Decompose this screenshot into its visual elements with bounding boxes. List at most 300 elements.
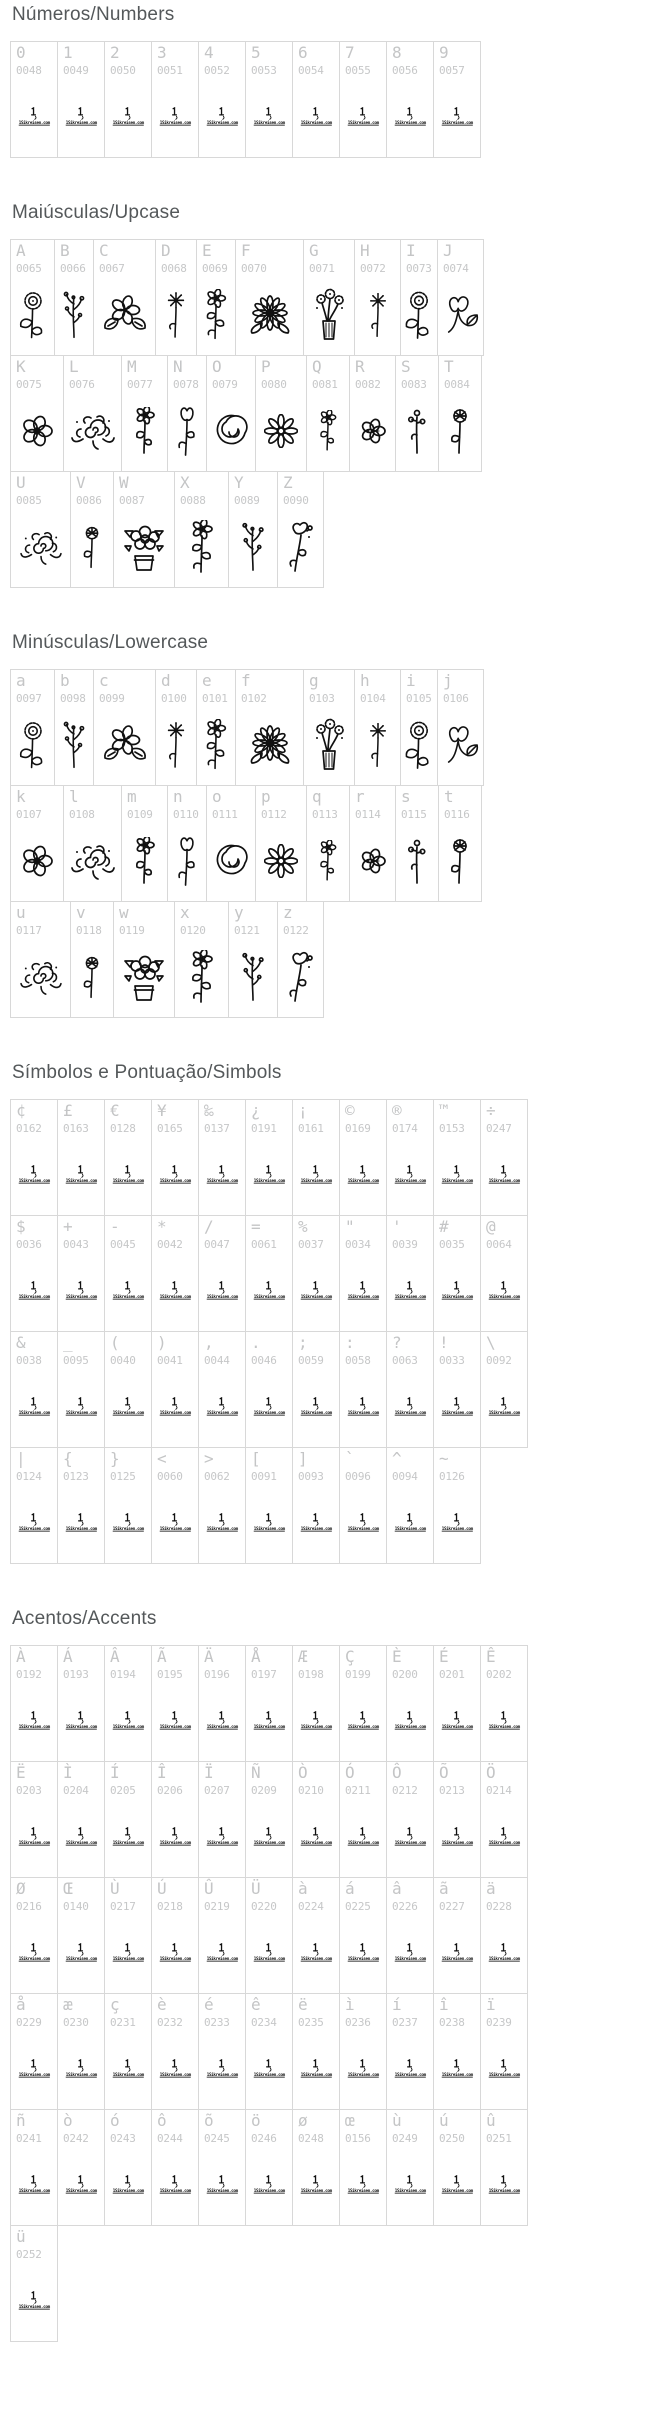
char-code: 0196 bbox=[204, 1668, 230, 1681]
char-label: % bbox=[298, 1217, 308, 1236]
char-code: 0217 bbox=[110, 1900, 136, 1913]
notdef-glyph bbox=[392, 1397, 429, 1416]
watermark-text: 1Sikreisen.com bbox=[394, 1410, 426, 1416]
char-label: K bbox=[16, 357, 26, 376]
char-code: 0227 bbox=[439, 1900, 465, 1913]
watermark-text: 1Sikreisen.com bbox=[112, 1178, 144, 1184]
watermark-text: 1Sikreisen.com bbox=[112, 1294, 144, 1300]
glyph-area bbox=[293, 2032, 339, 2105]
notdef-glyph bbox=[251, 1397, 288, 1416]
watermark-text: 1Sikreisen.com bbox=[441, 1294, 473, 1300]
char-label: " bbox=[345, 1217, 355, 1236]
glyph-area bbox=[278, 940, 323, 1013]
watermark-text: 1Sikreisen.com bbox=[65, 1410, 97, 1416]
glyph-area bbox=[199, 1486, 245, 1559]
glyph-area bbox=[340, 1684, 386, 1757]
char-code: 0068 bbox=[161, 262, 187, 275]
notdef-glyph bbox=[110, 2175, 147, 2194]
watermark-text: 1Sikreisen.com bbox=[18, 2188, 50, 2194]
watermark-text: 1Sikreisen.com bbox=[347, 1178, 379, 1184]
glyph-area bbox=[94, 708, 155, 781]
char-label: Ä bbox=[204, 1647, 214, 1666]
notdef-glyph bbox=[63, 1513, 100, 1532]
watermark-text: 1Sikreisen.com bbox=[441, 1178, 473, 1184]
notdef-glyph bbox=[204, 1397, 241, 1416]
notdef-glyph bbox=[110, 1165, 147, 1184]
notdef-glyph bbox=[157, 2175, 194, 2194]
char-label: + bbox=[63, 1217, 73, 1236]
char-cell bbox=[292, 1993, 340, 2110]
char-cell bbox=[386, 1215, 434, 1332]
char-cell bbox=[277, 901, 324, 1018]
glyph-area bbox=[246, 2148, 292, 2221]
glyph-area bbox=[293, 80, 339, 153]
char-label: ì bbox=[345, 1995, 355, 2014]
notdef-glyph bbox=[63, 1397, 100, 1416]
notdef-mark-icon bbox=[76, 2175, 86, 2188]
notdef-mark-icon bbox=[452, 1281, 462, 1294]
glyph-area bbox=[246, 80, 292, 153]
character-map bbox=[10, 4, 661, 2342]
char-code: 0165 bbox=[157, 1122, 183, 1135]
notdef-mark-icon bbox=[452, 1827, 462, 1840]
notdef-glyph bbox=[345, 107, 382, 126]
swirl-flower-glyph bbox=[214, 843, 248, 879]
tulip-flower-glyph bbox=[175, 835, 199, 887]
char-cell bbox=[480, 1877, 528, 1994]
glyph-area bbox=[58, 1800, 104, 1873]
glyph-area bbox=[105, 80, 151, 153]
notdef-mark-icon bbox=[264, 2175, 274, 2188]
glyph-row bbox=[10, 355, 661, 472]
char-code: 0224 bbox=[298, 1900, 324, 1913]
notdef-glyph bbox=[298, 1827, 335, 1846]
notdef-mark-icon bbox=[264, 1281, 274, 1294]
char-cell bbox=[400, 669, 438, 786]
notdef-glyph bbox=[439, 1943, 476, 1962]
char-code: 0197 bbox=[251, 1668, 277, 1681]
glyph-area bbox=[246, 1800, 292, 1873]
watermark-text: 1Sikreisen.com bbox=[206, 2072, 238, 2078]
char-cell bbox=[121, 785, 168, 902]
char-cell bbox=[70, 901, 114, 1018]
glyph-area bbox=[434, 1254, 480, 1327]
watermark-text: 1Sikreisen.com bbox=[394, 1178, 426, 1184]
char-cell bbox=[433, 41, 481, 158]
char-label: z bbox=[283, 903, 293, 922]
notdef-mark-icon bbox=[123, 1827, 133, 1840]
watermark-text: 1Sikreisen.com bbox=[206, 1840, 238, 1846]
notdef-mark-icon bbox=[311, 2175, 321, 2188]
watermark-text: 1Sikreisen.com bbox=[441, 1840, 473, 1846]
char-label: Ù bbox=[110, 1879, 120, 1898]
notdef-glyph bbox=[16, 1165, 53, 1184]
glyph-area bbox=[293, 2148, 339, 2221]
char-code: 0123 bbox=[63, 1470, 89, 1483]
glyph-area bbox=[387, 1370, 433, 1443]
glyph-area bbox=[439, 394, 481, 467]
char-code: 0053 bbox=[251, 64, 277, 77]
char-code: 0054 bbox=[298, 64, 324, 77]
char-cell bbox=[339, 1215, 387, 1332]
char-cell bbox=[433, 1099, 481, 1216]
char-cell bbox=[104, 1447, 152, 1564]
glyph-area bbox=[199, 1254, 245, 1327]
notdef-mark-icon bbox=[123, 2175, 133, 2188]
glyph-area bbox=[58, 1138, 104, 1211]
glyph-area bbox=[122, 824, 167, 897]
notdef-glyph bbox=[486, 1827, 523, 1846]
char-code: 0225 bbox=[345, 1900, 371, 1913]
notdef-glyph bbox=[251, 1165, 288, 1184]
glyph-area bbox=[199, 1138, 245, 1211]
watermark-text: 1Sikreisen.com bbox=[253, 1178, 285, 1184]
char-label: ® bbox=[392, 1101, 402, 1120]
asterStem-flower-glyph bbox=[80, 522, 104, 572]
watermark-text: 1Sikreisen.com bbox=[159, 1410, 191, 1416]
notdef-mark-icon bbox=[76, 1281, 86, 1294]
char-cell bbox=[57, 41, 105, 158]
glyph-area bbox=[304, 708, 354, 781]
char-cell bbox=[198, 1761, 246, 1878]
char-cell bbox=[174, 901, 229, 1018]
notdef-mark-icon bbox=[76, 107, 86, 120]
notdef-mark-icon bbox=[217, 1165, 227, 1178]
watermark-text: 1Sikreisen.com bbox=[488, 1294, 520, 1300]
glyph-area bbox=[114, 940, 174, 1013]
notdef-mark-icon bbox=[358, 1827, 368, 1840]
notdef-mark-icon bbox=[76, 1397, 86, 1410]
char-code: 0238 bbox=[439, 2016, 465, 2029]
char-code: 0047 bbox=[204, 1238, 230, 1251]
char-label: å bbox=[16, 1995, 26, 2014]
dandelion-flower-glyph bbox=[165, 289, 187, 341]
char-label: à bbox=[298, 1879, 308, 1898]
glyph-area bbox=[229, 940, 277, 1013]
char-label: u bbox=[16, 903, 26, 922]
notdef-glyph bbox=[298, 1943, 335, 1962]
glyph-area bbox=[58, 2148, 104, 2221]
glyph-area bbox=[199, 1916, 245, 1989]
notdef-mark-icon bbox=[29, 2059, 39, 2072]
glyph-area bbox=[340, 80, 386, 153]
notdef-glyph bbox=[157, 107, 194, 126]
char-code: 0161 bbox=[298, 1122, 324, 1135]
char-code: 0228 bbox=[486, 1900, 512, 1913]
char-cell bbox=[104, 1877, 152, 1994]
char-label: G bbox=[309, 241, 319, 260]
glyph-area bbox=[350, 394, 395, 467]
char-code: 0071 bbox=[309, 262, 335, 275]
glyph-area bbox=[387, 1800, 433, 1873]
char-code: 0233 bbox=[204, 2016, 230, 2029]
glyph-area bbox=[387, 1684, 433, 1757]
roseCluster-flower-glyph bbox=[19, 528, 63, 566]
glyph-area bbox=[340, 1486, 386, 1559]
char-cell bbox=[386, 1099, 434, 1216]
notdef-mark-icon bbox=[76, 1513, 86, 1526]
char-label: ô bbox=[157, 2111, 167, 2130]
char-label: Õ bbox=[439, 1763, 449, 1782]
watermark-text: 1Sikreisen.com bbox=[112, 1840, 144, 1846]
char-cell bbox=[437, 239, 484, 356]
char-cell bbox=[198, 1099, 246, 1216]
glyph-area bbox=[340, 2148, 386, 2221]
notdef-glyph bbox=[439, 1397, 476, 1416]
char-code: 0195 bbox=[157, 1668, 183, 1681]
char-code: 0174 bbox=[392, 1122, 418, 1135]
notdef-glyph bbox=[110, 107, 147, 126]
watermark-text: 1Sikreisen.com bbox=[300, 1840, 332, 1846]
glyph-area bbox=[152, 1800, 198, 1873]
char-code: 0232 bbox=[157, 2016, 183, 2029]
blossom-flower-glyph bbox=[187, 520, 217, 574]
watermark-text: 1Sikreisen.com bbox=[347, 1294, 379, 1300]
char-cell bbox=[386, 41, 434, 158]
sunflower-flower-glyph bbox=[18, 720, 48, 770]
char-code: 0055 bbox=[345, 64, 371, 77]
watermark-text: 1Sikreisen.com bbox=[253, 1294, 285, 1300]
watermark-text: 1Sikreisen.com bbox=[394, 120, 426, 126]
char-code: 0035 bbox=[439, 1238, 465, 1251]
char-cell bbox=[386, 1447, 434, 1564]
char-cell bbox=[339, 1877, 387, 1994]
watermark-text: 1Sikreisen.com bbox=[65, 1956, 97, 1962]
glyph-area bbox=[199, 1684, 245, 1757]
glyph-area bbox=[387, 1138, 433, 1211]
notdef-glyph bbox=[251, 1513, 288, 1532]
char-label: R bbox=[355, 357, 365, 376]
char-code: 0230 bbox=[63, 2016, 89, 2029]
notdef-mark-icon bbox=[76, 1827, 86, 1840]
glyph-area bbox=[387, 1916, 433, 1989]
glyph-area bbox=[152, 1684, 198, 1757]
glyph-row bbox=[10, 471, 661, 588]
glyph-area bbox=[278, 510, 323, 583]
char-cell bbox=[57, 1645, 105, 1762]
glyph-area bbox=[434, 1684, 480, 1757]
char-cell bbox=[104, 1761, 152, 1878]
watermark-text: 1Sikreisen.com bbox=[18, 1840, 50, 1846]
char-label: ã bbox=[439, 1879, 449, 1898]
notdef-glyph bbox=[439, 107, 476, 126]
char-code: 0191 bbox=[251, 1122, 277, 1135]
char-cell bbox=[438, 785, 482, 902]
char-label: û bbox=[486, 2111, 496, 2130]
glyph-area bbox=[152, 1370, 198, 1443]
notdef-glyph bbox=[345, 2175, 382, 2194]
char-cell bbox=[228, 471, 278, 588]
char-cell bbox=[235, 239, 304, 356]
notdef-mark-icon bbox=[76, 1165, 86, 1178]
notdef-mark-icon bbox=[358, 2059, 368, 2072]
char-cell bbox=[339, 41, 387, 158]
watermark-text: 1Sikreisen.com bbox=[394, 2072, 426, 2078]
char-code: 0044 bbox=[204, 1354, 230, 1367]
glyph-area bbox=[94, 278, 155, 351]
char-code: 0216 bbox=[16, 1900, 42, 1913]
char-label: ë bbox=[298, 1995, 308, 2014]
char-cell bbox=[10, 1099, 58, 1216]
char-label: 0 bbox=[16, 43, 26, 62]
char-label: è bbox=[157, 1995, 167, 2014]
notdef-mark-icon bbox=[170, 1281, 180, 1294]
watermark-text: 1Sikreisen.com bbox=[112, 2188, 144, 2194]
char-code: 0201 bbox=[439, 1668, 465, 1681]
glyph-area bbox=[401, 708, 437, 781]
glyph-area bbox=[340, 2032, 386, 2105]
char-code: 0156 bbox=[345, 2132, 371, 2145]
watermark-text: 1Sikreisen.com bbox=[347, 1526, 379, 1532]
char-code: 0048 bbox=[16, 64, 42, 77]
char-label: H bbox=[360, 241, 370, 260]
notdef-mark-icon bbox=[29, 1397, 39, 1410]
notdef-mark-icon bbox=[311, 1513, 321, 1526]
watermark-text: 1Sikreisen.com bbox=[18, 1178, 50, 1184]
glyph-area bbox=[396, 394, 438, 467]
char-label: m bbox=[127, 787, 137, 806]
notdef-mark-icon bbox=[452, 1943, 462, 1956]
watermark-text: 1Sikreisen.com bbox=[159, 1294, 191, 1300]
glyph-area bbox=[152, 1138, 198, 1211]
glyph-row bbox=[10, 2225, 661, 2342]
char-code: 0110 bbox=[173, 808, 199, 821]
watermark-text: 1Sikreisen.com bbox=[347, 2072, 379, 2078]
notdef-mark-icon bbox=[405, 1513, 415, 1526]
glyph-row bbox=[10, 41, 661, 158]
char-code: 0033 bbox=[439, 1354, 465, 1367]
notdef-mark-icon bbox=[358, 1711, 368, 1724]
char-label: J bbox=[443, 241, 453, 260]
char-cell bbox=[433, 1447, 481, 1564]
notdef-mark-icon bbox=[264, 1943, 274, 1956]
char-cell bbox=[93, 669, 156, 786]
watermark-text: 1Sikreisen.com bbox=[253, 1840, 285, 1846]
notdef-glyph bbox=[63, 1943, 100, 1962]
char-cell bbox=[104, 1331, 152, 1448]
watermark-text: 1Sikreisen.com bbox=[65, 1178, 97, 1184]
notdef-glyph bbox=[157, 1943, 194, 1962]
watermark-text: 1Sikreisen.com bbox=[159, 1526, 191, 1532]
glyph-area bbox=[105, 2148, 151, 2221]
char-label: ( bbox=[110, 1333, 120, 1352]
glyph-area bbox=[11, 1138, 57, 1211]
char-code: 0194 bbox=[110, 1668, 136, 1681]
watermark-text: 1Sikreisen.com bbox=[253, 2188, 285, 2194]
char-code: 0074 bbox=[443, 262, 469, 275]
char-label: ` bbox=[345, 1449, 355, 1468]
notdef-glyph bbox=[16, 1281, 53, 1300]
notdef-mark-icon bbox=[405, 1943, 415, 1956]
section-title-uppercase: Maiúsculas/Upcase bbox=[12, 202, 181, 223]
char-label: U bbox=[16, 473, 26, 492]
char-cell bbox=[155, 239, 197, 356]
char-cell bbox=[245, 2109, 293, 2226]
char-cell bbox=[339, 1645, 387, 1762]
char-code: 0040 bbox=[110, 1354, 136, 1367]
char-code: 0091 bbox=[251, 1470, 277, 1483]
char-cell bbox=[155, 669, 197, 786]
notdef-glyph bbox=[439, 1281, 476, 1300]
watermark-text: 1Sikreisen.com bbox=[488, 1410, 520, 1416]
watermark-text: 1Sikreisen.com bbox=[441, 120, 473, 126]
notdef-mark-icon bbox=[217, 1281, 227, 1294]
char-label: k bbox=[16, 787, 26, 806]
char-code: 0083 bbox=[401, 378, 427, 391]
char-cell bbox=[206, 355, 256, 472]
watermark-text: 1Sikreisen.com bbox=[347, 120, 379, 126]
char-cell bbox=[395, 355, 439, 472]
notdef-glyph bbox=[345, 1711, 382, 1730]
char-cell bbox=[151, 1877, 199, 1994]
char-cell bbox=[292, 1215, 340, 1332]
glyph-area bbox=[293, 1916, 339, 1989]
char-cell bbox=[198, 1331, 246, 1448]
glyph-area bbox=[293, 1684, 339, 1757]
char-label: ^ bbox=[392, 1449, 402, 1468]
hibiscus-flower-glyph bbox=[102, 725, 148, 765]
section-accents bbox=[10, 1608, 661, 2342]
char-label: D bbox=[161, 241, 171, 260]
watermark-text: 1Sikreisen.com bbox=[347, 2188, 379, 2194]
char-cell bbox=[70, 471, 114, 588]
char-label: ù bbox=[392, 2111, 402, 2130]
notdef-glyph bbox=[110, 1281, 147, 1300]
glyph-row bbox=[10, 669, 661, 786]
char-cell bbox=[292, 1761, 340, 1878]
glyph-area bbox=[293, 1254, 339, 1327]
char-label: \ bbox=[486, 1333, 496, 1352]
char-code: 0049 bbox=[63, 64, 89, 77]
char-code: 0249 bbox=[392, 2132, 418, 2145]
vase-flower-glyph bbox=[312, 288, 346, 342]
notdef-mark-icon bbox=[405, 1397, 415, 1410]
glyph-area bbox=[355, 708, 400, 781]
glyph-area bbox=[11, 1684, 57, 1757]
watermark-text: 1Sikreisen.com bbox=[488, 2072, 520, 2078]
notdef-glyph bbox=[439, 2175, 476, 2194]
glyph-area bbox=[58, 80, 104, 153]
tulipLeaf-flower-glyph bbox=[443, 724, 479, 766]
glyph-area bbox=[11, 1486, 57, 1559]
char-label: e bbox=[202, 671, 212, 690]
glyph-area bbox=[340, 1254, 386, 1327]
glyph-area bbox=[11, 2032, 57, 2105]
poppy-flower-glyph bbox=[358, 846, 388, 876]
glyph-area bbox=[11, 1370, 57, 1443]
glyph-area bbox=[105, 1254, 151, 1327]
notdef-mark-icon bbox=[311, 2059, 321, 2072]
notdef-mark-icon bbox=[499, 1165, 509, 1178]
glyph-area bbox=[434, 1370, 480, 1443]
notdef-mark-icon bbox=[29, 107, 39, 120]
glyph-area bbox=[152, 80, 198, 153]
char-code: 0039 bbox=[392, 1238, 418, 1251]
char-cell bbox=[198, 1447, 246, 1564]
char-label: 5 bbox=[251, 43, 261, 62]
watermark-text: 1Sikreisen.com bbox=[18, 1294, 50, 1300]
glyph-area bbox=[152, 1486, 198, 1559]
char-cell bbox=[10, 669, 55, 786]
char-label: 7 bbox=[345, 43, 355, 62]
char-label: s bbox=[401, 787, 411, 806]
daisy-flower-glyph bbox=[264, 844, 298, 878]
tulip-flower-glyph bbox=[175, 405, 199, 457]
glyph-area bbox=[340, 1370, 386, 1443]
glyph-area bbox=[105, 1486, 151, 1559]
notdef-glyph bbox=[298, 1711, 335, 1730]
watermark-text: 1Sikreisen.com bbox=[206, 1410, 238, 1416]
